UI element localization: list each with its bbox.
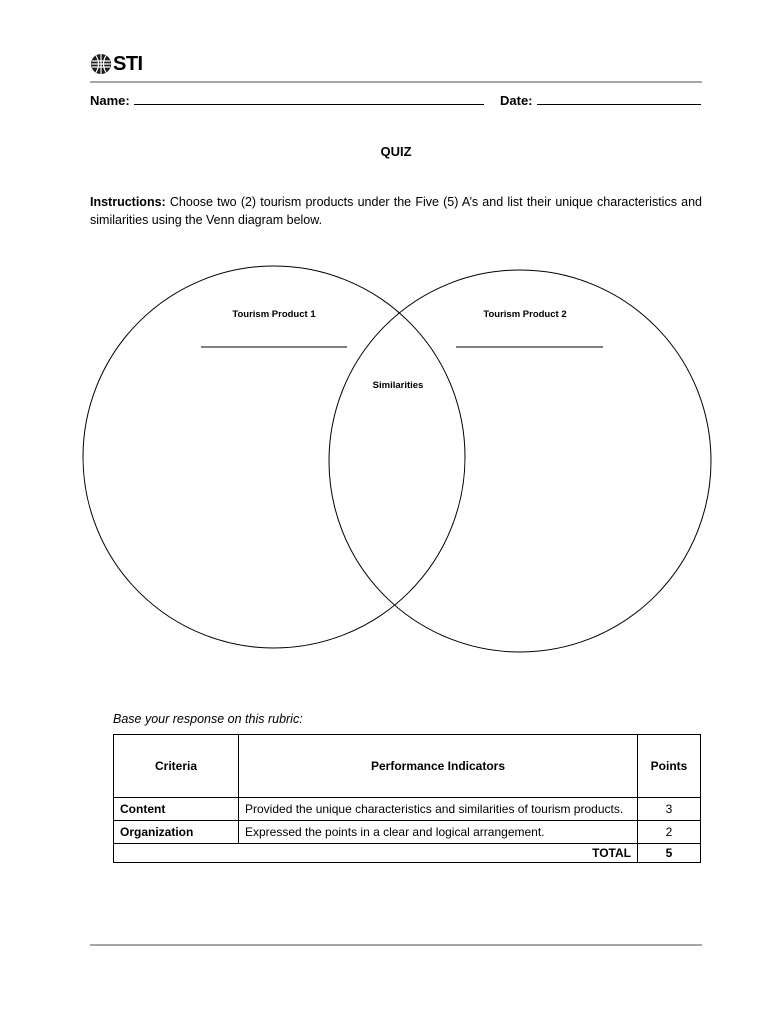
row-criteria: Organization xyxy=(114,821,239,844)
footer-rule xyxy=(90,944,702,946)
indicators-header: Performance Indicators xyxy=(239,735,638,798)
date-blank[interactable] xyxy=(537,92,701,105)
instructions xyxy=(90,193,702,229)
header-rule xyxy=(90,81,702,83)
venn-left-label: Tourism Product 1 xyxy=(232,309,316,320)
venn-center-label: Similarities xyxy=(372,380,424,391)
name-label: Name: xyxy=(90,93,130,108)
logo-text: STI xyxy=(113,53,143,75)
row-points: 3 xyxy=(638,798,701,821)
criteria-header: Criteria xyxy=(114,735,239,798)
total-points: 5 xyxy=(638,844,701,863)
globe-icon xyxy=(90,53,112,75)
total-label: TOTAL xyxy=(114,844,638,863)
date-field[interactable] xyxy=(500,92,701,108)
row-indicator: Expressed the points in a clear and logical arrangement. xyxy=(239,821,638,844)
instructions-label: Instructions: xyxy=(90,195,166,209)
name-blank[interactable] xyxy=(134,92,484,105)
sti-logo xyxy=(90,52,143,76)
rubric-row xyxy=(114,821,701,844)
rubric-total-row xyxy=(114,844,701,863)
rubric-caption: Base your response on this rubric: xyxy=(113,712,303,726)
points-header: Points xyxy=(638,735,701,798)
venn-right-circle xyxy=(329,270,711,652)
name-field[interactable] xyxy=(90,92,484,108)
row-criteria: Content xyxy=(114,798,239,821)
rubric-header-row xyxy=(114,735,701,798)
rubric-table xyxy=(113,734,701,863)
venn-left-circle xyxy=(83,266,465,648)
venn-diagram xyxy=(80,260,720,660)
date-label: Date: xyxy=(500,93,533,108)
instructions-text: Choose two (2) tourism products under the Five (5) A’s and list their unique characteristics and similarities using the Venn diagram below. xyxy=(90,195,702,227)
row-points: 2 xyxy=(638,821,701,844)
venn-right-label: Tourism Product 2 xyxy=(483,309,567,320)
quiz-title: QUIZ xyxy=(380,144,412,159)
rubric-row xyxy=(114,798,701,821)
row-indicator: Provided the unique characteristics and similarities of tourism products. xyxy=(239,798,638,821)
